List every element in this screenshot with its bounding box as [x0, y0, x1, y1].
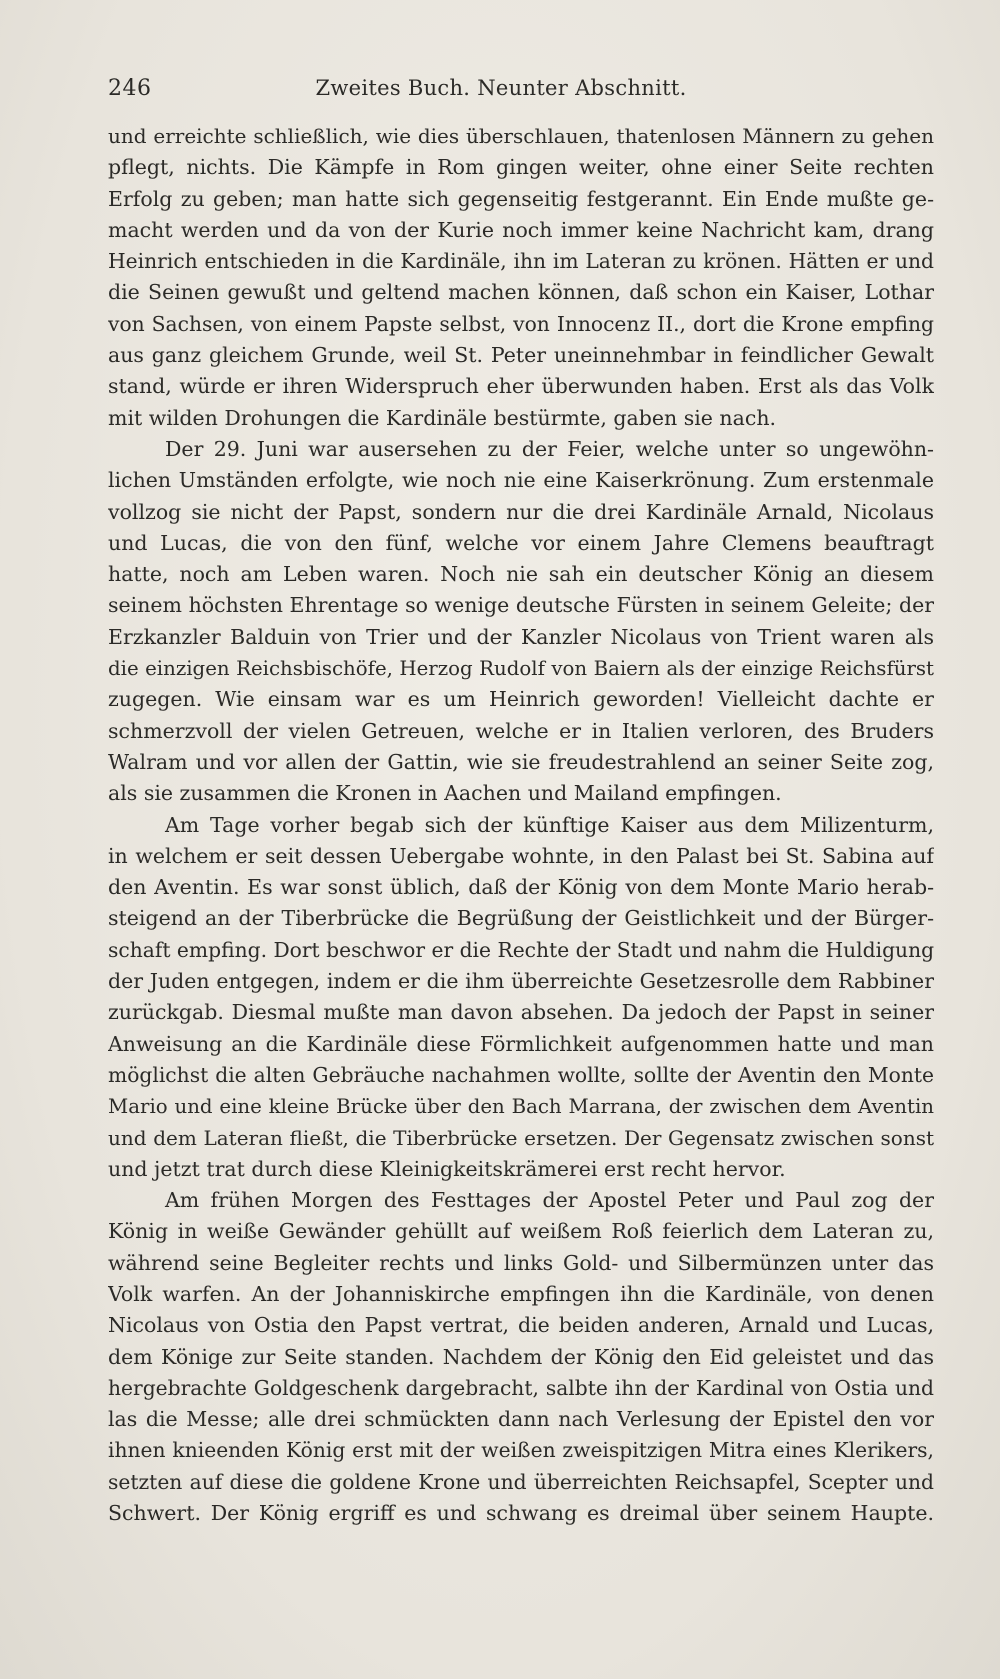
body-text	[108, 121, 934, 1529]
text-line: ihnen knieenden König erst mit der weißen zweispitzigen Mitra eines Klerikers,	[108, 1438, 934, 1463]
text-line: Anweisung an die Kardinäle diese Förmlichkeit aufgenommen hatte und man	[108, 1031, 934, 1056]
text-line: König in weiße Gewänder gehüllt auf weißem Roß feierlich dem Lateran zu,	[108, 1219, 934, 1244]
text-line: Mario und eine kleine Brücke über den Bach Marrana, der zwischen dem Aventin	[108, 1095, 934, 1119]
text-line: während seine Begleiter rechts und links Gold- und Silbermünzen unter das	[108, 1250, 934, 1275]
text-line: vollzog sie nicht der Papst, sondern nur die drei Kardinäle Arnald, Nicolaus	[108, 499, 934, 524]
text-line: Am frühen Morgen des Festtages der Apostel Peter und Paul zog der	[165, 1188, 934, 1213]
paragraph-3	[108, 810, 934, 1186]
text-line: Erzkanzler Balduin von Trier und der Kanzler Nicolaus von Trient waren als	[108, 624, 934, 649]
text-line: der Juden entgegen, indem er die ihm überreichte Gesetzesrolle dem Rabbiner	[108, 969, 934, 994]
page-number: 246	[108, 76, 152, 101]
text-line: und Lucas, die von den fünf, welche vor einem Jahre Clemens beauftragt	[108, 530, 934, 555]
paragraph-4	[108, 1185, 934, 1529]
text-line: dem Könige zur Seite standen. Nachdem der König den Eid geleistet und das	[108, 1344, 934, 1369]
text-line: in welchem er seit dessen Uebergabe wohnte, in den Palast bei St. Sabina auf	[108, 843, 934, 868]
text-line: pflegt, nichts. Die Kämpfe in Rom gingen weiter, ohne einer Seite rechten	[108, 155, 934, 180]
text-line: schaft empfing. Dort beschwor er die Rechte der Stadt und nahm die Huldigung	[108, 937, 934, 962]
paragraph-2	[108, 434, 934, 810]
text-line: Der 29. Juni war ausersehen zu der Feier, welche unter so ungewöhn-	[165, 436, 934, 461]
text-line: Am Tage vorher begab sich der künftige Kaiser aus dem Milizenturm,	[165, 812, 934, 837]
text-line: steigend an der Tiberbrücke die Begrüßung der Geistlichkeit und der Bürger-	[108, 906, 934, 931]
text-line: die Seinen gewußt und geltend machen können, daß schon ein Kaiser, Lothar	[108, 280, 934, 305]
page-header	[108, 70, 894, 110]
running-head: Zweites Buch. Neunter Abschnitt.	[315, 76, 687, 100]
text-line: seinem höchsten Ehrentage so wenige deutsche Fürsten in seinem Geleite; der	[108, 593, 934, 618]
text-line: und dem Lateran fließt, die Tiberbrücke ersetzen. Der Gegensatz zwischen sonst	[108, 1125, 934, 1150]
text-line: hergebrachte Goldgeschenk dargebracht, salbte ihn der Kardinal von Ostia und	[108, 1375, 934, 1400]
text-line: schmerzvoll der vielen Getreuen, welche er in Italien verloren, des Bruders	[108, 718, 934, 743]
text-line: aus ganz gleichem Grunde, weil St. Peter uneinnehmbar in feindlicher Gewalt	[108, 343, 934, 368]
text-line: zugegen. Wie einsam war es um Heinrich geworden! Vielleicht dachte er	[108, 687, 934, 712]
text-line: setzten auf diese die goldene Krone und überreichten Reichsapfel, Scepter und	[108, 1469, 934, 1494]
text-line: lichen Umständen erfolgte, wie noch nie eine Kaiserkrönung. Zum erstenmale	[108, 468, 934, 493]
text-line: stand, würde er ihren Widerspruch eher überwunden haben. Erst als das Volk	[108, 374, 934, 399]
text-line: las die Messe; alle drei schmückten dann nach Verlesung der Epistel den vor	[108, 1407, 934, 1432]
text-line: die einzigen Reichsbischöfe, Herzog Rudolf von Baiern als der einzige Reichsfürst	[108, 657, 934, 681]
text-line: von Sachsen, von einem Papste selbst, von Innocenz II., dort die Krone empfing	[108, 311, 934, 336]
text-line: Volk warfen. An der Johanniskirche empfingen ihn die Kardinäle, von denen	[108, 1281, 934, 1306]
text-line: den Aventin. Es war sonst üblich, daß der König von dem Monte Mario herab-	[108, 875, 934, 900]
text-line: Heinrich entschieden in die Kardinäle, ihn im Lateran zu krönen. Hätten er und	[108, 249, 934, 274]
text-line: möglichst die alten Gebräuche nachahmen wollte, sollte der Aventin den Monte	[108, 1062, 934, 1087]
text-line: macht werden und da von der Kurie noch immer keine Nachricht kam, drang	[108, 217, 934, 242]
text-line: Walram und vor allen der Gattin, wie sie freudestrahlend an seiner Seite zog,	[108, 749, 934, 774]
text-line: mit wilden Drohungen die Kardinäle bestürmte, gaben sie nach.	[108, 405, 777, 430]
text-line: hatte, noch am Leben waren. Noch nie sah ein deutscher König an diesem	[108, 562, 934, 587]
text-line: Erfolg zu geben; man hatte sich gegenseitig festgerannt. Ein Ende mußte ge-	[108, 186, 934, 211]
text-line: zurückgab. Diesmal mußte man davon absehen. Da jedoch der Papst in seiner	[108, 1000, 934, 1025]
paragraph-1	[108, 121, 934, 434]
text-line: und erreichte schließlich, wie dies überschlauen, thatenlosen Männern zu gehen	[108, 124, 934, 148]
text-line: Nicolaus von Ostia den Papst vertrat, die beiden anderen, Arnald und Lucas,	[108, 1313, 934, 1338]
text-line: als sie zusammen die Kronen in Aachen und Mailand empfingen.	[108, 781, 782, 806]
text-line: Schwert. Der König ergriff es und schwang es dreimal über seinem Haupte.	[108, 1501, 934, 1526]
text-line: und jetzt trat durch diese Kleinigkeitskrämerei erst recht hervor.	[108, 1156, 786, 1181]
